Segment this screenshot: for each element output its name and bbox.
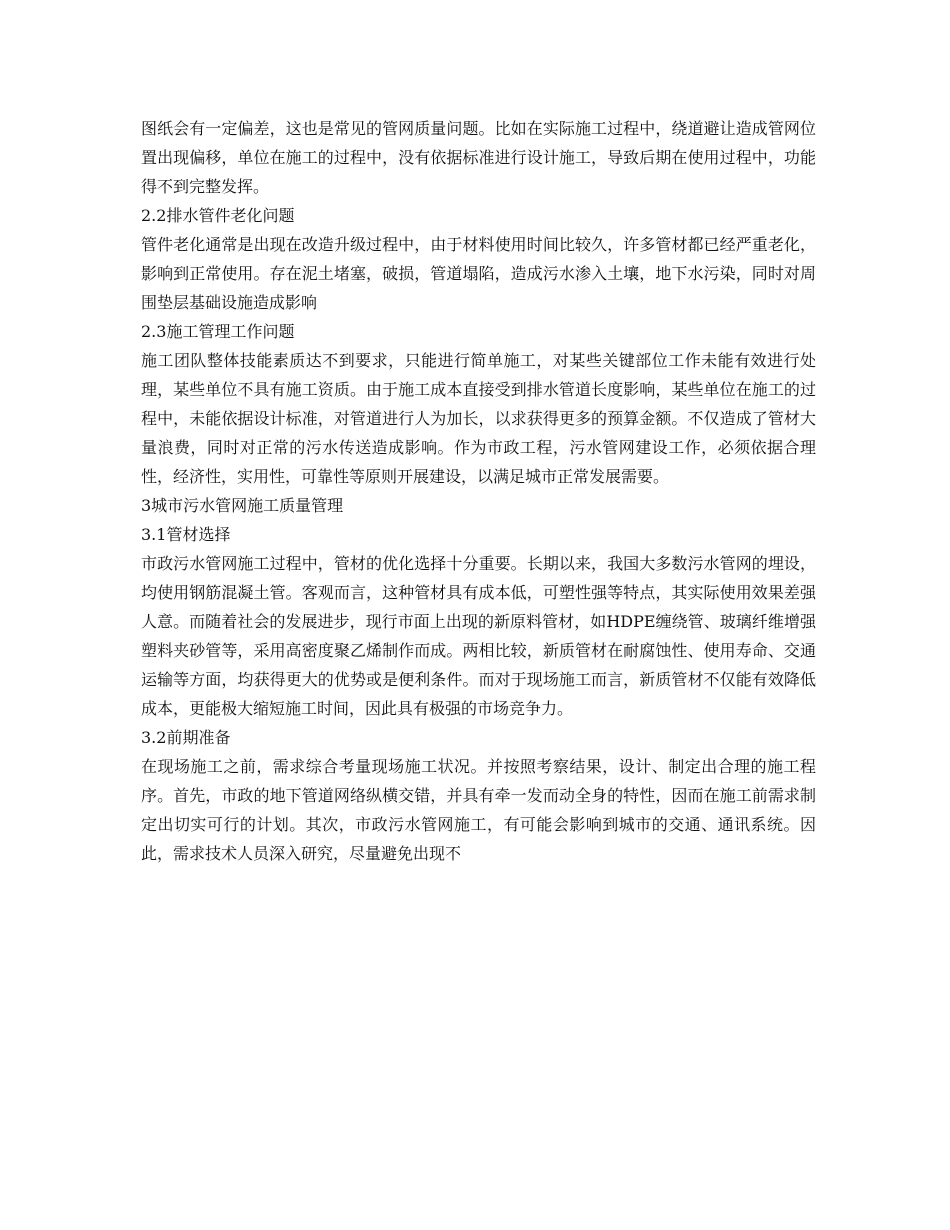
section-heading-2-3: 2.3施工管理工作问题 [141, 322, 295, 341]
paragraph-preparation: 在现场施工之前，需求综合考量现场施工状况。并按照考察结果，设计、制定出合理的施工程序。首先，市政的地下管道网络纵横交错，并具有牵一发而动全身的特性，因而在施工前需求制定出切实可行的计划。其次，市政污水管网施工，有可能会影响到城市的交通、通讯系统。因此，需求技术人员深入研究，尽量避免出现不 [141, 757, 816, 863]
section-heading-3: 3城市污水管网施工质量管理 [141, 496, 344, 515]
paragraph-pipe-aging: 管件老化通常是出现在改造升级过程中，由于材料使用时间比较久，许多管材都已经严重老化，影响到正常使用。存在泥土堵塞，破损，管道塌陷，造成污水渗入土壤，地下水污染，同时对周围垫层基础设施造成影响 [141, 235, 816, 312]
section-heading-3-2: 3.2前期准备 [141, 728, 231, 747]
section-heading-2-2: 2.2排水管件老化问题 [141, 206, 295, 225]
paragraph-construction-management: 施工团队整体技能素质达不到要求，只能进行简单施工，对某些关键部位工作未能有效进行处理，某些单位不具有施工资质。由于施工成本直接受到排水管道长度影响，某些单位在施工的过程中，未能依据设计标准，对管道进行人为加长，以求获得更多的预算金额。不仅造成了管材大量浪费，同时对正常的污水传送造成影响。作为市政工程，污水管网建设工作，必须依据合理性，经济性，实用性，可靠性等原则开展建设，以满足城市正常发展需要。 [141, 351, 816, 486]
paragraph-pipe-selection: 市政污水管网施工过程中，管材的优化选择十分重要。长期以来，我国大多数污水管网的埋设，均使用钢筋混凝土管。客观而言，这种管材具有成本低，可塑性强等特点，其实际使用效果差强人意。而随着社会的发展进步，现行市面上出现的新原料管材，如HDPE缠绕管、玻璃纤维增强塑料夹砂管等，采用高密度聚乙烯制作而成。两相比较，新质管材在耐腐蚀性、使用寿命、交通运输等方面，均获得更大的优势或是便利条件。而对于现场施工而言，新质管材不仅能有效降低成本，更能极大缩短施工时间，因此具有极强的市场竞争力。 [141, 554, 816, 718]
paragraph-pipe-deviation: 图纸会有一定偏差，这也是常见的管网质量问题。比如在实际施工过程中，绕道避让造成管网位置出现偏移，单位在施工的过程中，没有依据标准进行设计施工，导致后期在使用过程中，功能得不到完整发挥。 [141, 119, 816, 196]
section-heading-3-1: 3.1管材选择 [141, 525, 231, 544]
document-body [141, 114, 816, 868]
